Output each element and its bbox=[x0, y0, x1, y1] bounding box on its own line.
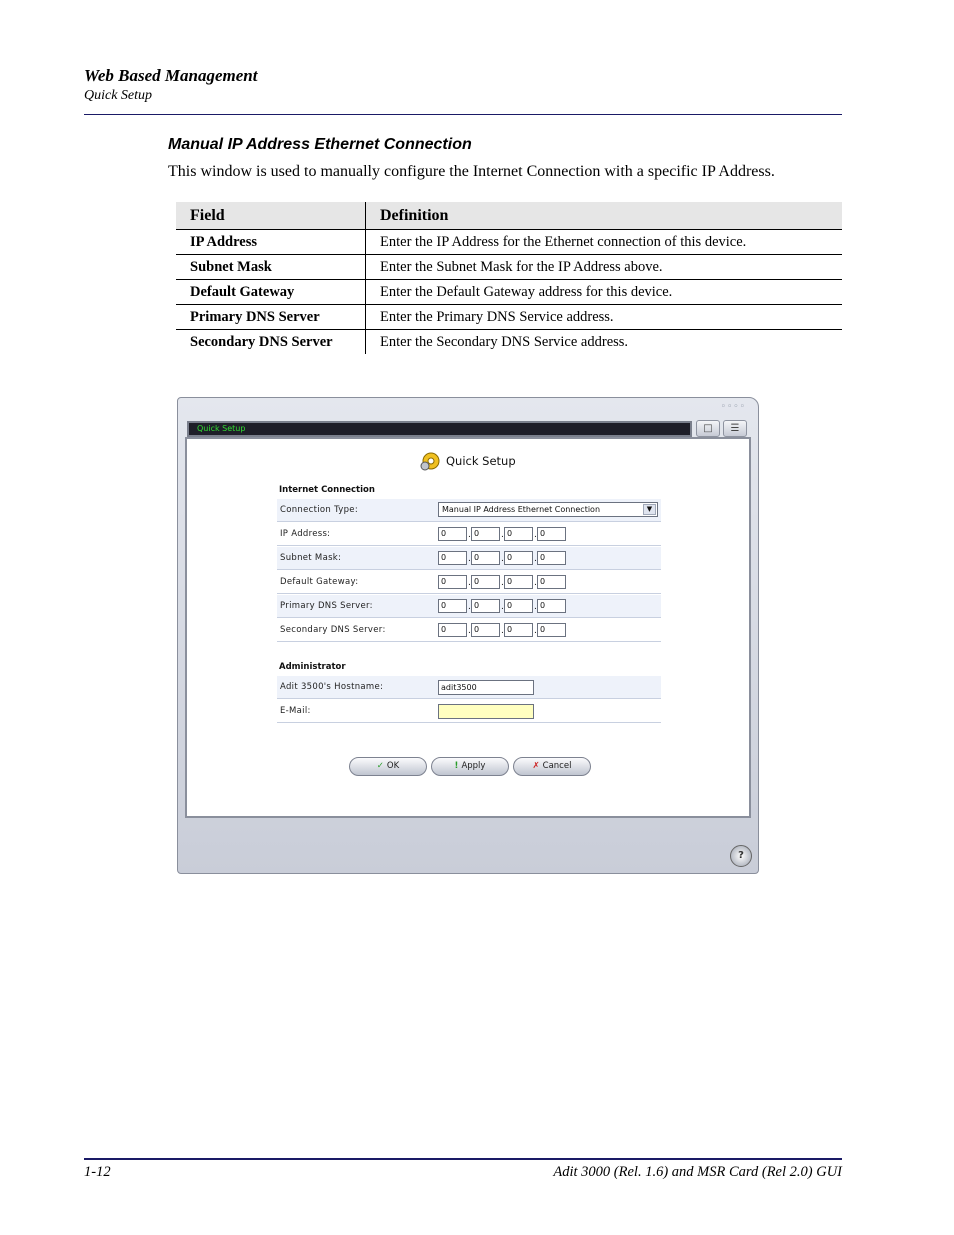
secondary-dns-octet-2[interactable]: 0 bbox=[471, 623, 500, 637]
subnet-mask-octet-2[interactable]: 0 bbox=[471, 551, 500, 565]
octet-separator: . bbox=[534, 602, 537, 612]
ok-button-label: OK bbox=[386, 761, 400, 771]
connection-type-label: Connection Type: bbox=[280, 505, 358, 515]
ip-address-row bbox=[277, 523, 661, 546]
octet-separator: . bbox=[534, 578, 537, 588]
secondary-dns-octet-4[interactable]: 0 bbox=[537, 623, 566, 637]
default-gateway-octet-1[interactable]: 0 bbox=[438, 575, 467, 589]
email-row bbox=[277, 700, 661, 723]
octet-separator: . bbox=[534, 626, 537, 636]
intro-paragraph: This window is used to manually configure the Internet Connection with a specific IP Address. bbox=[168, 163, 775, 180]
quick-setup-window bbox=[177, 397, 759, 874]
hostname-row bbox=[277, 676, 661, 699]
check-icon: ✓ bbox=[376, 761, 384, 771]
help-button[interactable] bbox=[730, 845, 752, 867]
table-header-row bbox=[176, 202, 842, 230]
window-title: Quick Setup bbox=[197, 424, 246, 433]
secondary-dns-octet-3[interactable]: 0 bbox=[504, 623, 533, 637]
octet-separator: . bbox=[501, 578, 504, 588]
octet-separator: . bbox=[501, 530, 504, 540]
primary-dns-octet-4[interactable]: 0 bbox=[537, 599, 566, 613]
octet-separator: . bbox=[534, 530, 537, 540]
gear-icon bbox=[420, 450, 442, 472]
table-cell-definition: Enter the Primary DNS Service address. bbox=[366, 305, 843, 330]
menu-list-button[interactable] bbox=[723, 420, 747, 437]
field-definition-table bbox=[176, 202, 842, 354]
subnet-mask-octet-4[interactable]: 0 bbox=[537, 551, 566, 565]
window-content bbox=[185, 437, 751, 818]
subnet-mask-label: Subnet Mask: bbox=[280, 553, 342, 563]
page-title: Quick Setup bbox=[446, 454, 516, 468]
table-cell-field: IP Address bbox=[176, 230, 366, 255]
table-row bbox=[176, 280, 842, 305]
running-header-subtitle: Quick Setup bbox=[84, 88, 153, 103]
ok-button[interactable] bbox=[349, 757, 427, 776]
table-header-definition: Definition bbox=[366, 202, 843, 230]
administrator-heading: Administrator bbox=[279, 662, 346, 672]
octet-separator: . bbox=[501, 554, 504, 564]
octet-separator: . bbox=[468, 602, 471, 612]
window-grip: ◦◦◦◦ bbox=[720, 402, 746, 412]
table-cell-definition: Enter the Secondary DNS Service address. bbox=[366, 330, 843, 355]
help-icon: ? bbox=[738, 850, 744, 861]
cancel-button-label: Cancel bbox=[542, 761, 572, 771]
hostname-input[interactable]: adit3500 bbox=[438, 680, 534, 695]
subnet-mask-octet-3[interactable]: 0 bbox=[504, 551, 533, 565]
subnet-mask-row bbox=[277, 547, 661, 570]
apply-icon: ! bbox=[454, 761, 459, 771]
octet-separator: . bbox=[534, 554, 537, 564]
ip-address-octet-2[interactable]: 0 bbox=[471, 527, 500, 541]
table-cell-field: Secondary DNS Server bbox=[176, 330, 366, 355]
table-row bbox=[176, 305, 842, 330]
octet-separator: . bbox=[468, 554, 471, 564]
primary-dns-octet-2[interactable]: 0 bbox=[471, 599, 500, 613]
table-row bbox=[176, 255, 842, 280]
table-cell-field: Primary DNS Server bbox=[176, 305, 366, 330]
default-gateway-label: Default Gateway: bbox=[280, 577, 359, 587]
octet-separator: . bbox=[501, 602, 504, 612]
octet-separator: . bbox=[468, 626, 471, 636]
table-cell-definition: Enter the IP Address for the Ethernet connection of this device. bbox=[366, 230, 843, 255]
octet-separator: . bbox=[501, 626, 504, 636]
ip-address-octet-3[interactable]: 0 bbox=[504, 527, 533, 541]
email-label: E-Mail: bbox=[280, 706, 311, 716]
secondary-dns-octet-1[interactable]: 0 bbox=[438, 623, 467, 637]
primary-dns-octet-1[interactable]: 0 bbox=[438, 599, 467, 613]
primary-dns-label: Primary DNS Server: bbox=[280, 601, 373, 611]
footer-rule bbox=[84, 1158, 842, 1160]
chevron-down-icon: ▼ bbox=[643, 504, 656, 515]
list-icon: ☰ bbox=[730, 423, 740, 434]
table-cell-definition: Enter the Default Gateway address for this device. bbox=[366, 280, 843, 305]
table-cell-field: Default Gateway bbox=[176, 280, 366, 305]
cancel-x-icon: ✗ bbox=[532, 761, 540, 771]
table-row bbox=[176, 330, 842, 355]
default-gateway-octet-4[interactable]: 0 bbox=[537, 575, 566, 589]
primary-dns-octet-3[interactable]: 0 bbox=[504, 599, 533, 613]
email-input[interactable] bbox=[438, 704, 534, 719]
ip-address-label: IP Address: bbox=[280, 529, 331, 539]
table-header-field: Field bbox=[176, 202, 366, 230]
primary-dns-row bbox=[277, 595, 661, 618]
apply-button[interactable] bbox=[431, 757, 509, 776]
hostname-label: Adit 3500's Hostname: bbox=[280, 682, 384, 692]
network-map-button[interactable] bbox=[696, 420, 720, 437]
apply-button-label: Apply bbox=[461, 761, 486, 771]
secondary-dns-row bbox=[277, 619, 661, 642]
octet-separator: . bbox=[468, 530, 471, 540]
connection-type-select[interactable] bbox=[438, 502, 658, 517]
document-title-footer: Adit 3000 (Rel. 1.6) and MSR Card (Rel 2.0) GUI bbox=[553, 1164, 842, 1180]
window-title-bar bbox=[187, 421, 692, 437]
default-gateway-octet-2[interactable]: 0 bbox=[471, 575, 500, 589]
page-number: 1-12 bbox=[84, 1164, 111, 1180]
default-gateway-row bbox=[277, 571, 661, 594]
internet-connection-heading: Internet Connection bbox=[279, 485, 375, 495]
table-cell-definition: Enter the Subnet Mask for the IP Address above. bbox=[366, 255, 843, 280]
subnet-mask-octet-1[interactable]: 0 bbox=[438, 551, 467, 565]
network-icon: □ bbox=[703, 423, 713, 434]
default-gateway-octet-3[interactable]: 0 bbox=[504, 575, 533, 589]
secondary-dns-label: Secondary DNS Server: bbox=[280, 625, 386, 635]
header-rule bbox=[84, 114, 842, 115]
ip-address-octet-4[interactable]: 0 bbox=[537, 527, 566, 541]
table-cell-field: Subnet Mask bbox=[176, 255, 366, 280]
running-header-title: Web Based Management bbox=[84, 66, 258, 85]
connection-type-value: Manual IP Address Ethernet Connection bbox=[442, 505, 601, 514]
octet-separator: . bbox=[468, 578, 471, 588]
section-title: Manual IP Address Ethernet Connection bbox=[168, 136, 472, 153]
table-row bbox=[176, 230, 842, 255]
ip-address-octet-1[interactable]: 0 bbox=[438, 527, 467, 541]
connection-type-row bbox=[277, 499, 661, 522]
cancel-button[interactable] bbox=[513, 757, 591, 776]
